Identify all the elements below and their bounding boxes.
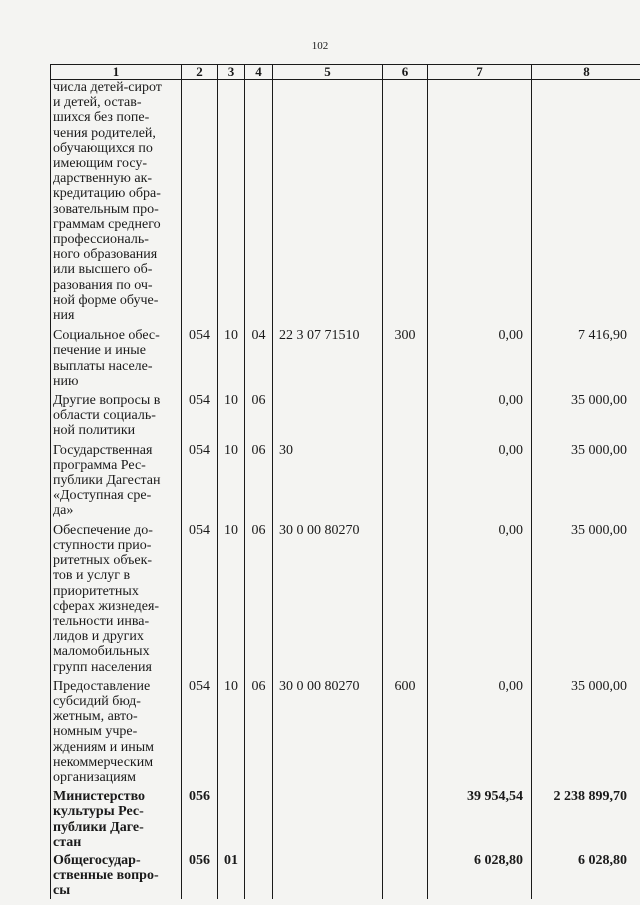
- row-name-line: чения родителей,: [53, 125, 156, 141]
- target-article-cell: [273, 389, 383, 439]
- row-name-cell: [51, 80, 182, 324]
- row-name-line: нию: [53, 373, 79, 389]
- row-name-line: да»: [53, 503, 74, 519]
- page-number: 102: [311, 40, 329, 52]
- row-name-line: ния: [53, 308, 75, 324]
- amount-col7-cell: 6 028,80: [428, 850, 532, 899]
- amount-col7-cell: 0,00: [428, 389, 532, 439]
- subsection-code-cell: [245, 850, 273, 899]
- ministry-code-cell: 054: [182, 675, 218, 785]
- amount-col8-cell: 35 000,00: [532, 519, 640, 675]
- subsection-code-cell: [245, 80, 273, 324]
- target-article-cell: 30: [273, 439, 383, 519]
- row-name-line: имеющим госу-: [53, 156, 148, 172]
- target-article-cell: 30 0 00 80270: [273, 675, 383, 785]
- table-row: [51, 323, 640, 389]
- row-name-cell: [51, 850, 182, 899]
- amount-col7-cell: 0,00: [428, 519, 532, 675]
- row-name-line: разования по оч-: [53, 277, 153, 293]
- target-article-cell: 22 3 07 71510: [273, 323, 383, 389]
- column-header-6: 6: [383, 65, 428, 80]
- row-name-line: публики Даге-: [53, 819, 144, 835]
- subsection-code-cell: [245, 785, 273, 850]
- section-code-cell: 10: [218, 323, 245, 389]
- row-name-line: «Доступная сре-: [53, 488, 152, 504]
- section-code-cell: [218, 80, 245, 324]
- table-header: [51, 65, 640, 80]
- row-name-line: кредитацию обра-: [53, 186, 161, 202]
- expense-type-cell: [383, 389, 428, 439]
- row-name-line: граммам среднего: [53, 216, 161, 232]
- amount-col8-cell: 2 238 899,70: [532, 785, 640, 850]
- amount-col8-cell: 35 000,00: [532, 389, 640, 439]
- row-name-line: области социаль-: [53, 408, 156, 424]
- row-name-line: ного образования: [53, 247, 158, 263]
- row-name-line: программа Рес-: [53, 457, 146, 473]
- row-name-line: Общегосудар-: [53, 852, 141, 868]
- row-name-line: Министерство: [53, 789, 146, 805]
- amount-col8-cell: 6 028,80: [532, 850, 640, 899]
- row-name-line: сферах жизнедея-: [53, 598, 160, 614]
- target-article-cell: [273, 850, 383, 899]
- column-header-8: 8: [532, 65, 640, 80]
- row-name-line: номным учре-: [53, 724, 138, 740]
- row-name-line: культуры Рес-: [53, 804, 144, 820]
- row-name-line: публики Дагестан: [53, 473, 161, 489]
- row-name-line: Предоставление: [53, 678, 151, 694]
- subsection-code-cell: 06: [245, 439, 273, 519]
- amount-col7-cell: [428, 80, 532, 324]
- row-name-line: ступности прио-: [53, 537, 152, 553]
- row-name-line: и детей, остав-: [53, 95, 142, 111]
- row-name-line: жетным, авто-: [53, 709, 138, 725]
- row-name-line: тов и услуг в: [53, 568, 131, 584]
- row-name-line: числа детей-сирот: [53, 80, 162, 95]
- row-name-line: маломобильных: [53, 644, 150, 660]
- ministry-code-cell: [182, 80, 218, 324]
- expense-type-cell: [383, 439, 428, 519]
- row-name-line: Государственная: [53, 442, 153, 458]
- subsection-code-cell: 06: [245, 519, 273, 675]
- ministry-code-cell: 056: [182, 850, 218, 899]
- ministry-code-cell: 054: [182, 323, 218, 389]
- section-code-cell: 01: [218, 850, 245, 899]
- budget-table: [50, 64, 640, 899]
- row-name-line: Обеспечение до-: [53, 522, 153, 538]
- row-name-line: некоммерческим: [53, 754, 154, 770]
- table-row: [51, 389, 640, 439]
- expense-type-cell: [383, 80, 428, 324]
- column-header-3: 3: [218, 65, 245, 80]
- row-name-cell: [51, 389, 182, 439]
- table-row: [51, 80, 640, 324]
- row-name-cell: [51, 323, 182, 389]
- subsection-code-cell: 06: [245, 389, 273, 439]
- section-code-cell: 10: [218, 389, 245, 439]
- row-name-line: стан: [53, 834, 82, 850]
- row-name-line: организациям: [53, 769, 136, 785]
- amount-col7-cell: 0,00: [428, 675, 532, 785]
- row-name-line: ной политики: [53, 423, 136, 439]
- subsection-code-cell: 06: [245, 675, 273, 785]
- table-body: [51, 80, 640, 899]
- amount-col8-cell: 35 000,00: [532, 439, 640, 519]
- amount-col7-cell: 0,00: [428, 323, 532, 389]
- table-row: [51, 439, 640, 519]
- row-name-line: сы: [53, 883, 71, 899]
- row-name-line: обучающихся по: [53, 140, 153, 156]
- ministry-code-cell: 056: [182, 785, 218, 850]
- row-name-line: приоритетных: [53, 583, 139, 599]
- row-name-line: ритетных объек-: [53, 553, 153, 569]
- row-name-line: тельности инва-: [53, 613, 150, 629]
- row-name-line: ждениям и иным: [53, 739, 155, 755]
- section-code-cell: 10: [218, 439, 245, 519]
- row-name-line: лидов и других: [53, 629, 144, 645]
- row-name-line: ной форме обуче-: [53, 292, 159, 308]
- row-name-line: профессиональ-: [53, 232, 149, 248]
- section-code-cell: 10: [218, 675, 245, 785]
- amount-col7-cell: 39 954,54: [428, 785, 532, 850]
- table-row: [51, 850, 640, 899]
- row-name-line: дарственную ак-: [53, 171, 153, 187]
- ministry-code-cell: 054: [182, 439, 218, 519]
- expense-type-cell: [383, 785, 428, 850]
- ministry-code-cell: 054: [182, 389, 218, 439]
- column-header-4: 4: [245, 65, 273, 80]
- row-name-cell: [51, 675, 182, 785]
- ministry-code-cell: 054: [182, 519, 218, 675]
- row-name-cell: [51, 785, 182, 850]
- section-code-cell: [218, 785, 245, 850]
- expense-type-cell: 600: [383, 675, 428, 785]
- expense-type-cell: 300: [383, 323, 428, 389]
- table-row: [51, 519, 640, 675]
- column-header-7: 7: [428, 65, 532, 80]
- amount-col8-cell: [532, 80, 640, 324]
- row-name-cell: [51, 519, 182, 675]
- target-article-cell: 30 0 00 80270: [273, 519, 383, 675]
- subsection-code-cell: 04: [245, 323, 273, 389]
- row-name-line: или высшего об-: [53, 262, 153, 278]
- expense-type-cell: [383, 850, 428, 899]
- row-name-line: выплаты населе-: [53, 358, 153, 374]
- target-article-cell: [273, 80, 383, 324]
- header-row: [51, 65, 640, 80]
- row-name-line: групп населения: [53, 659, 152, 675]
- table-row: [51, 785, 640, 850]
- row-name-line: шихся без попе-: [53, 110, 150, 126]
- row-name-line: Социальное обес-: [53, 328, 160, 344]
- row-name-line: печение и иные: [53, 343, 146, 359]
- amount-col8-cell: 7 416,90: [532, 323, 640, 389]
- amount-col8-cell: 35 000,00: [532, 675, 640, 785]
- table-row: [51, 675, 640, 785]
- column-header-5: 5: [273, 65, 383, 80]
- row-name-line: субсидий бюд-: [53, 693, 141, 709]
- amount-col7-cell: 0,00: [428, 439, 532, 519]
- column-header-2: 2: [182, 65, 218, 80]
- row-name-cell: [51, 439, 182, 519]
- row-name-line: зовательным про-: [53, 201, 159, 217]
- column-header-1: 1: [51, 65, 182, 80]
- target-article-cell: [273, 785, 383, 850]
- row-name-line: ственные вопро-: [53, 868, 159, 884]
- expense-type-cell: [383, 519, 428, 675]
- section-code-cell: 10: [218, 519, 245, 675]
- row-name-line: Другие вопросы в: [53, 393, 161, 409]
